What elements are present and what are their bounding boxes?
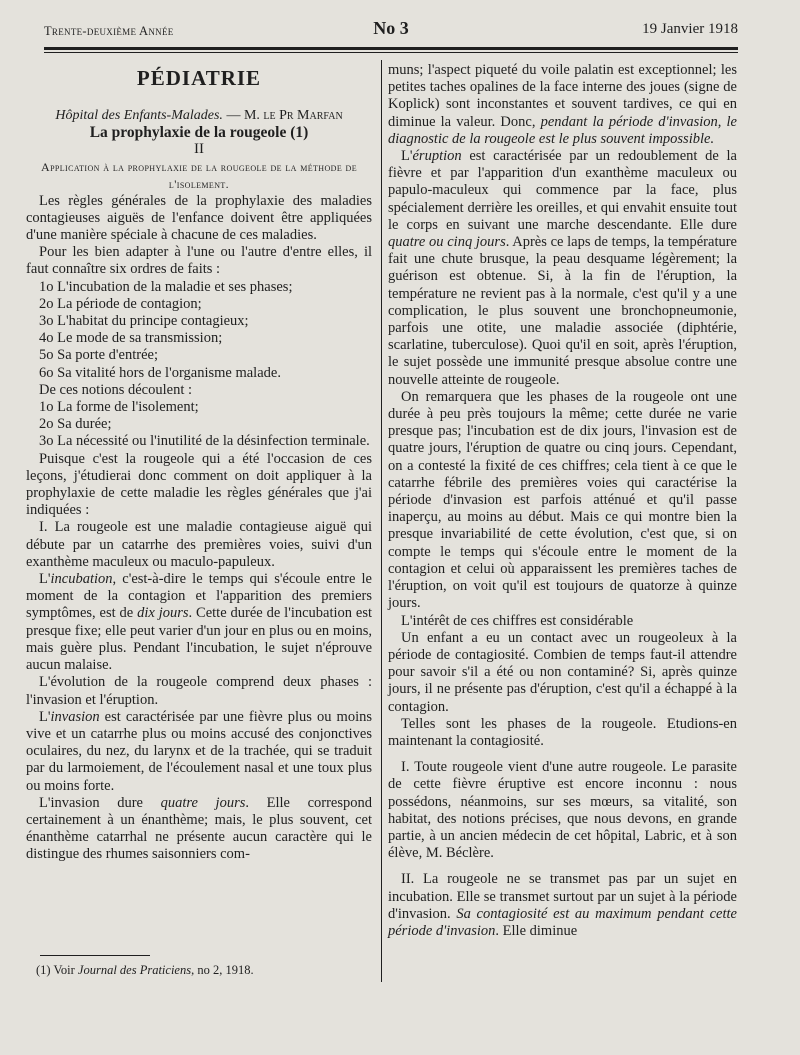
paragraph-contagion: II. La rougeole ne se transmet pas par un sujet en incubation. Elle se transmet surtout par un sujet à la période d'invasion. Sa contagiosité est au maximum pendant cette période d'invasion. Elle diminue <box>388 871 737 939</box>
footnote: (1) Voir Journal des Praticiens, no 2, 1918. <box>36 963 254 977</box>
paragraph: On remarquera que les phases de la rougeole ont une durée à peu près toujours la même; cette durée ne varie presque pas; l'incubation est de dix jours, l'invasion est de quatre jours, l'éruption de quatre ou cinq jours. Cependant, on a contesté la fixité de ces chiffres; cela tient à ce que le catarrhe fébrile des premières voies qui caractérise la période d'invasion est parfois atténué et qu'il passe inaperçu, au moins au début. Mais ce qui montre bien la presque invariabilité de cette évolution, c'est que, si on compte le temps qui s'écoule entre le moment de la contagion et celui où apparaissent les premières taches de l'éruption, on voit qu'il est toujours de quatorze à quinze jours. <box>388 388 737 612</box>
left-column <box>26 62 372 864</box>
paragraph: Puisque c'est la rougeole qui a été l'occasion de ces leçons, j'étudierai donc comment on doit appliquer à la prophylaxie de cette maladie les règles générales que j'ai indiquées : <box>26 450 372 519</box>
list-item: 2o Sa durée; <box>39 416 112 433</box>
lecture-title: La prophylaxie de la rougeole (1) <box>89 124 309 142</box>
column-divider <box>381 60 382 982</box>
header-issue-number: No 3 <box>373 18 409 38</box>
paragraph: L'intérêt de ces chiffres est considérable <box>401 612 634 629</box>
part-number: II <box>194 141 204 158</box>
list-item: 4o Le mode de sa transmission; <box>39 330 223 347</box>
paragraph: I. Toute rougeole vient d'une autre rougeole. Le parasite de cette fièvre éruptive est encore inconnu : nous possédons, néanmoins, sur ses mœurs, sa vitalité, son habitat, des notions précises, que nous devons, en grande partie, à un ancien médecin de cet hôpital, Labric, et à son élève, M. Béclère. <box>388 759 737 862</box>
list-item: 2o La période de contagion; <box>39 295 202 312</box>
list-item: 1o L'incubation de la maladie et ses phases; <box>39 278 293 295</box>
paragraph: Les règles générales de la prophylaxie des maladies contagieuses aiguës de l'enfance doivent être appliquées d'une manière spéciale à chacune de ces maladies. <box>26 192 372 244</box>
hospital-line: Hôpital des Enfants-Malades. — M. le Pr Marfan <box>55 108 343 123</box>
footnote-rule <box>40 955 150 956</box>
header-rule-thin <box>44 52 738 53</box>
paragraph: Un enfant a eu un contact avec un rougeoleux à la période de contagiosité. Combien de temps faut-il attendre pour savoir s'il a été ou non contaminé? Si, après quinze jours, il ne présente pas d'éruption, c'est qu'il a échappé à la contagion. <box>388 629 737 715</box>
paragraph: De ces notions découlent : <box>39 381 193 398</box>
running-header <box>44 18 738 44</box>
right-column <box>388 62 737 940</box>
paragraph-incubation: L'incubation, c'est-à-dire le temps qui s'écoule entre le moment de la contagion et l'apparition des premiers symptômes, est de dix jours. Cette durée de l'incubation est presque fixe; elle peut varier d'un jour en plus ou en moins, mais guère plus. Pendant l'incubation, le sujet n'éprouve aucun malaise. <box>26 571 373 674</box>
paragraph-invasion: L'invasion est caractérisée par une fièvre plus ou moins vive et un catarrhe plus ou moins accusé des conjonctives oculaires, du nez, du larynx et de la trachée, qui se traduit par du larmoiement, de l'écoulement nasal et une toux plus ou moins forte. <box>26 708 372 794</box>
paragraph: L'évolution de la rougeole comprend deux phases : l'invasion et l'éruption. <box>26 674 372 708</box>
paragraph: I. La rougeole est une maladie contagieuse aiguë qui débute par un catarrhe des premières voies, suivi d'un exanthème maculeux ou maculo-papuleux. <box>26 519 372 570</box>
list-item: 1o La forme de l'isolement; <box>39 399 199 416</box>
list-item: 5o Sa porte d'entrée; <box>39 347 158 364</box>
section-title: PÉDIATRIE <box>136 66 262 90</box>
subheading: Application à la prophylaxie de la rougeole de la méthode de l'isolement. <box>41 159 357 191</box>
list-item: 6o Sa vitalité hors de l'organisme malade. <box>39 364 281 381</box>
paragraph: Telles sont les phases de la rougeole. Etudions-en maintenant la contagiosité. <box>388 715 737 749</box>
hospital-name: Hôpital des Enfants-Malades. <box>55 108 223 123</box>
paragraph-invasion-duration: L'invasion dure quatre jours. Elle correspond certainement à un énanthème; mais, le plus souvent, cet énanthème catarrhal ne présente aucun caractère qui le distingue des rhumes saisonniers com- <box>26 794 372 863</box>
paragraph-continued: muns; l'aspect piqueté du voile palatin est exceptionnel; les petites taches opalines de la face interne des joues (signe de Koplick) sont inconstantes et souvent tardives, ce qui en diminue la valeur. Donc, pendant la période d'invasion, le diagnostic de la rougeole est le plus souvent impossible. <box>388 62 737 147</box>
author-name: M. le Pr Marfan <box>243 108 343 123</box>
header-date: 19 Janvier 1918 <box>642 21 738 37</box>
list-item: 3o L'habitat du principe contagieux; <box>39 313 249 330</box>
list-item: 3o La nécessité ou l'inutilité de la désinfection terminale. <box>39 433 370 450</box>
header-rule-thick <box>44 47 738 50</box>
header-year: Trente-deuxième Année <box>44 24 174 38</box>
paragraph: Pour les bien adapter à l'une ou l'autre d'entre elles, il faut connaître six ordres de faits : <box>26 244 372 278</box>
paragraph-eruption: L'éruption est caractérisée par un redoublement de la fièvre et par l'apparition d'un exanthème maculeux ou papulo-maculeux qui commence par la face, plus spécialement derrière les oreilles, et qui envahit ensuite tout le corps en suivant une marche descendante. Elle dure quatre ou cinq jours. Après ce laps de temps, la température fait une chute brusque, la peau desquame légèrement; la guérison est obtenue. Si, à la fin de l'éruption, la température ne revient pas à la normale, c'est qu'il y a une complication, le plus souvent une bronchopneumonie, parfois une otite, une maladie associée (diphtérie, scarlatine, tuberculose). Quoi qu'il en soit, après l'éruption, le sujet possède une immunité presque absolue contre une nouvelle atteinte de rougeole. <box>388 148 737 388</box>
